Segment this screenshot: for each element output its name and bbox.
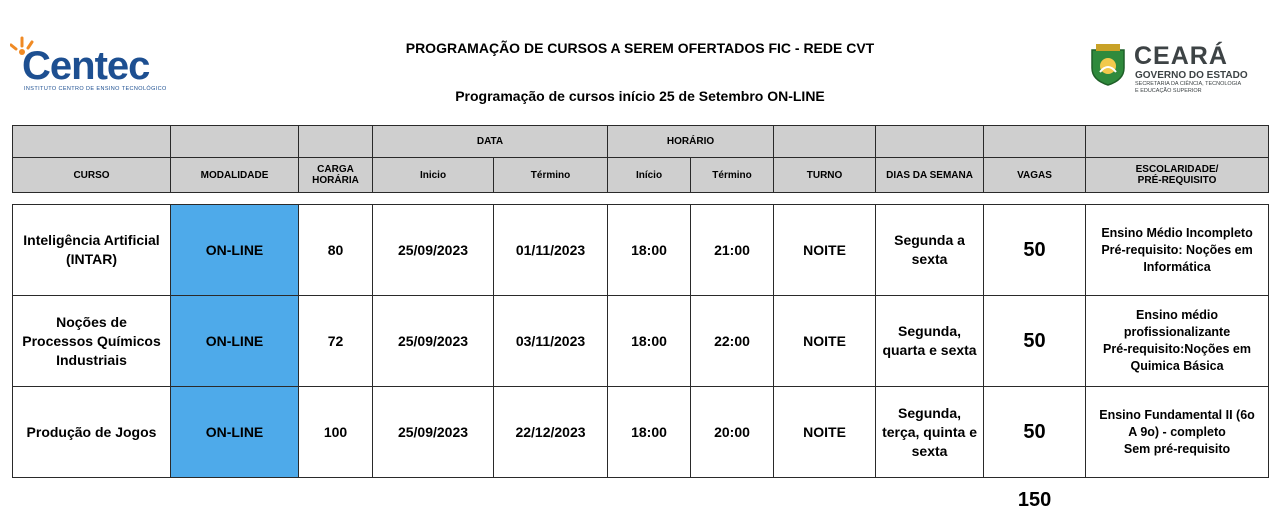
header-inicio: Inicio (373, 158, 494, 193)
cell-vagas: 50 (984, 205, 1086, 296)
cell-termino: 01/11/2023 (494, 205, 608, 296)
cell-escolaridade: Ensino Médio Incompleto Pré-requisito: Noções em Informática (1086, 205, 1269, 296)
cell-dias: Segunda, terça, quinta e sexta (876, 387, 984, 478)
cell-hora-termino: 21:00 (691, 205, 774, 296)
cell-curso: Produção de Jogos (13, 387, 171, 478)
cell-dias: Segunda, quarta e sexta (876, 296, 984, 387)
centec-brand: Centec (22, 44, 150, 88)
ceara-secretaria-line-2: E EDUCAÇÃO SUPERIOR (1135, 88, 1202, 94)
cell-hora-inicio: 18:00 (608, 205, 691, 296)
table-row (13, 296, 1269, 387)
table-row (13, 205, 1269, 296)
total-vagas: 150 (1017, 489, 1052, 512)
cell-inicio: 25/09/2023 (373, 205, 494, 296)
header-modalidade: MODALIDADE (171, 158, 299, 193)
centec-tagline: INSTITUTO CENTRO DE ENSINO TECNOLÓGICO (24, 86, 167, 92)
cell-termino: 03/11/2023 (494, 296, 608, 387)
spacer-row (13, 193, 1269, 205)
cell-hora-inicio: 18:00 (608, 296, 691, 387)
header-termino: Término (494, 158, 608, 193)
cell-curso: Inteligência Artificial (INTAR) (13, 205, 171, 296)
header-data: DATA (373, 126, 608, 158)
header-row-columns (13, 158, 1269, 193)
total-row (13, 478, 1269, 523)
cell-dias: Segunda a sexta (876, 205, 984, 296)
courses-table (12, 125, 1269, 523)
cell-hora-termino: 22:00 (691, 296, 774, 387)
cell-vagas: 50 (984, 387, 1086, 478)
page-subtitle: Programação de cursos início 25 de Setembro ON-LINE (455, 88, 825, 104)
header-vagas: VAGAS (984, 158, 1086, 193)
cell-curso: Noções de Processos Químicos Industriais (13, 296, 171, 387)
ceara-subtitle: GOVERNO DO ESTADO (1135, 70, 1248, 81)
header-carga: CARGA HORÁRIA (299, 158, 373, 193)
header-hora-termino: Término (691, 158, 774, 193)
page-title: PROGRAMAÇÃO DE CURSOS A SEREM OFERTADOS FIC - REDE CVT (405, 40, 875, 56)
cell-escolaridade: Ensino Fundamental II (6o A 9o) - completo Sem pré-requisito (1086, 387, 1269, 478)
cell-turno: NOITE (774, 205, 876, 296)
cell-inicio: 25/09/2023 (373, 296, 494, 387)
cell-modalidade: ON-LINE (171, 296, 299, 387)
cell-escolaridade: Ensino médio profissionalizante Pré-requisito:Noções em Quimica Básica (1086, 296, 1269, 387)
cell-modalidade: ON-LINE (171, 205, 299, 296)
cell-turno: NOITE (774, 296, 876, 387)
header-curso: CURSO (13, 158, 171, 193)
ceara-title: CEARÁ (1134, 42, 1228, 70)
cell-carga: 100 (299, 387, 373, 478)
cell-termino: 22/12/2023 (494, 387, 608, 478)
cell-turno: NOITE (774, 387, 876, 478)
cell-hora-inicio: 18:00 (608, 387, 691, 478)
cell-carga: 72 (299, 296, 373, 387)
header-horario: HORÁRIO (608, 126, 774, 158)
cell-hora-termino: 20:00 (691, 387, 774, 478)
table-row (13, 387, 1269, 478)
header-dias: DIAS DA SEMANA (876, 158, 984, 193)
header-row-groups (13, 126, 1269, 158)
cell-inicio: 25/09/2023 (373, 387, 494, 478)
header-turno: TURNO (774, 158, 876, 193)
cell-carga: 80 (299, 205, 373, 296)
ceara-secretaria-line-1: SECRETARIA DA CIÊNCIA, TECNOLOGIA (1135, 81, 1242, 87)
header-hora-inicio: Início (608, 158, 691, 193)
header-escolaridade: ESCOLARIDADE/ PRÉ-REQUISITO (1086, 158, 1269, 193)
cell-vagas: 50 (984, 296, 1086, 387)
cell-modalidade: ON-LINE (171, 387, 299, 478)
